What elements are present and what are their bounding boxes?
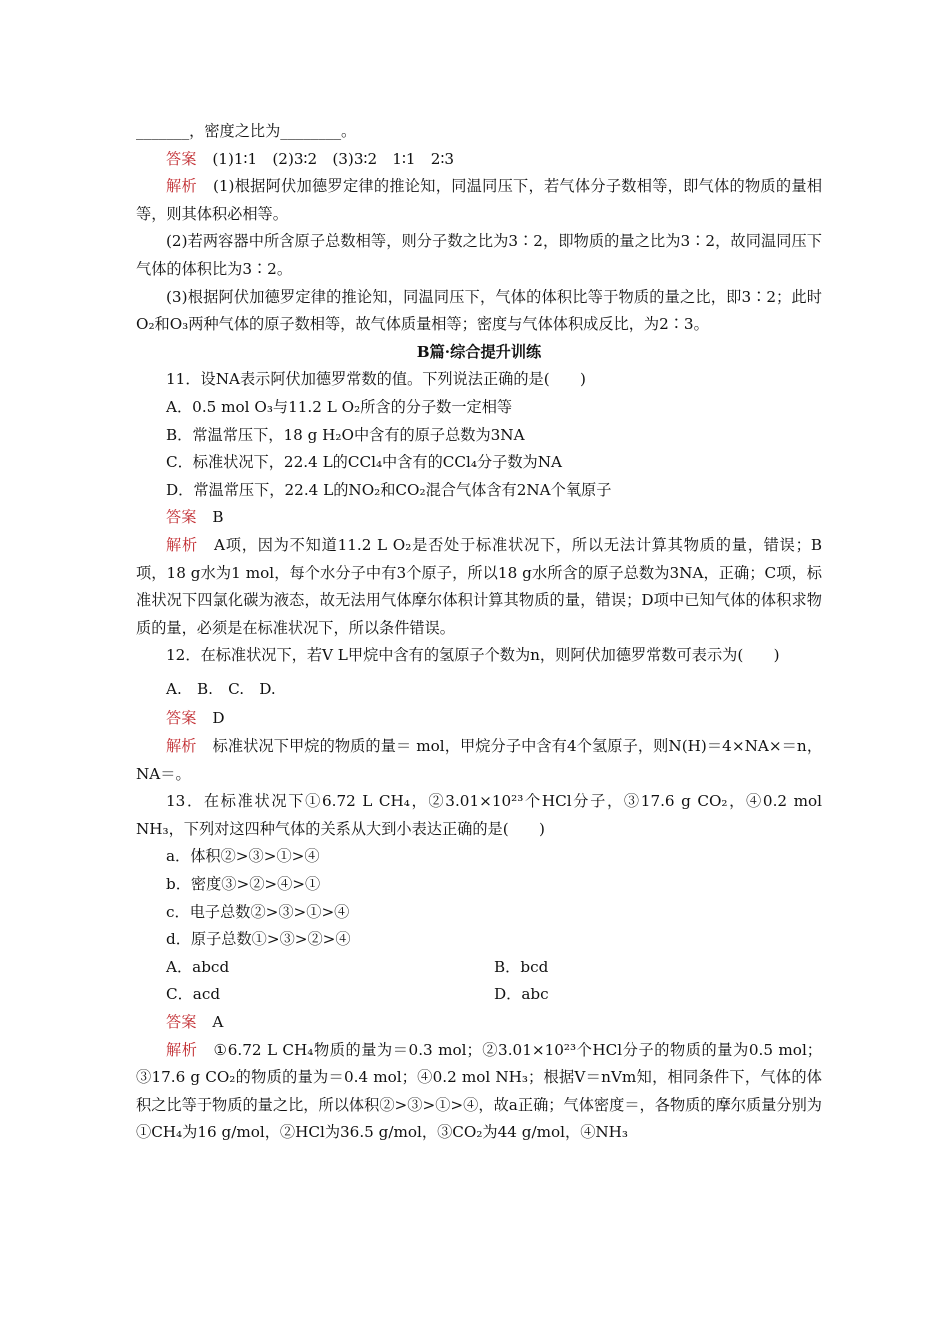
explanation-10-p1 — [136, 173, 822, 228]
question-10-tail: _______，密度之比为________。 — [136, 122, 357, 140]
answer-10 — [136, 146, 822, 174]
explanation-label: 解析 — [166, 177, 197, 196]
explanation-text: 标准状况下甲烷的物质的量＝ mol，甲烷分子中含有4个氢原子，则N(H)＝4×NA×＝n，NA＝。 — [136, 737, 823, 783]
document-page — [136, 118, 822, 1147]
answer-label: 答案 — [166, 1013, 197, 1031]
question-13-item-a: a．体积②>③>①>④ — [166, 847, 320, 866]
answer-label: 答案 — [166, 508, 197, 527]
question-12-options: A. B. C. D. — [166, 679, 276, 698]
answer-12 — [136, 705, 822, 733]
question-13-item-c: c．电子总数②>③>①>④ — [166, 902, 350, 921]
section-heading: B篇·综合提升训练 — [416, 342, 542, 361]
answer-13 — [136, 1009, 822, 1037]
question-11: 11．设NA表示阿伏加德罗常数的值。下列说法正确的是( ) — [166, 370, 586, 389]
explanation-11 — [136, 532, 822, 642]
explanation-text: (1)根据阿伏加德罗定律的推论知，同温同压下，若气体分子数相等，即气体的物质的量相等，则其体积必相等。 — [136, 177, 823, 223]
question-11-option-a: A．0.5 mol O₃与11.2 L O₂所含的分子数一定相等 — [166, 397, 513, 416]
question-13-options-row2 — [136, 981, 822, 1009]
question-13-option-C: C．acd — [166, 985, 221, 1004]
explanation-label: 解析 — [166, 737, 197, 756]
explanation-text: A项，因为不知道11.2 L O₂是否处于标准状况下，所以无法计算其物质的量，错误；B项，18 g水为1 mol，每个水分子中有3个原子，所以18 g水所含的原子总数为3NA，正确；C项，标准状况下四氯化碳为液态，故无法用气体摩尔体积计算其物质的量，错误；D项中已知气体的体积求物质的量，必须是在标准状况下，所以条件错误。 — [136, 535, 822, 637]
question-13-item-d: d．原子总数①>③>②>④ — [166, 930, 351, 949]
answer-11 — [136, 504, 822, 532]
explanation-10-p2: (2)若两容器中所含原子总数相等，则分子数之比为3∶2，即物质的量之比为3∶2，故同温同压下气体的体积比为3∶2。 — [136, 232, 822, 278]
answer-text: B — [212, 508, 224, 527]
question-13-item-b: b．密度③>②>④>① — [166, 875, 321, 894]
question-13: 13．在标准状况下①6.72 L CH₄，②3.01×10²³个HCl分子，③17.6 g CO₂，④0.2 mol NH₃，下列对这四种气体的关系从大到小表达正确的是( ) — [136, 792, 822, 838]
question-13-options-row1 — [136, 954, 822, 982]
question-13-option-D: D．abc — [494, 985, 549, 1004]
answer-text: A — [212, 1013, 224, 1031]
explanation-text: ①6.72 L CH₄物质的量为＝0.3 mol；②3.01×10²³个HCl分子的物质的量为0.5 mol；③17.6 g CO₂的物质的量为＝0.4 mol；④0.2 mol NH₃；根据V＝nVm知，相同条件下，气体的体积之比等于物质的量之比，所以体积②>③>①>④，故a正确；气体密度＝，各物质的摩尔质量分别为①CH₄为16 g/mol，②HCl为36.5 g/mol，③CO₂为44 g/mol，④NH₃ — [136, 1040, 822, 1142]
question-12: 12．在标准状况下，若V L甲烷中含有的氢原子个数为n，则阿伏加德罗常数可表示为( ) — [166, 646, 780, 665]
explanation-12 — [136, 733, 822, 788]
explanation-10-p3: (3)根据阿伏加德罗定律的推论知，同温同压下，气体的体积比等于物质的量之比，即3∶2；此时O₂和O₃两种气体的原子数相等，故气体质量相等；密度与气体体积成反比，为2∶3。 — [136, 287, 822, 334]
explanation-label: 解析 — [166, 535, 198, 554]
question-11-option-d: D．常温常压下，22.4 L的NO₂和CO₂混合气体含有2NA个氧原子 — [166, 480, 612, 499]
answer-text: (1)1∶1 (2)3∶2 (3)3∶2 1∶1 2∶3 — [212, 149, 455, 168]
question-11-option-b: B．常温常压下，18 g H₂O中含有的原子总数为3NA — [166, 425, 525, 444]
question-13-option-A: A．abcd — [166, 957, 230, 976]
explanation-label: 解析 — [166, 1040, 198, 1059]
question-11-option-c: C．标准状况下，22.4 L的CCl₄中含有的CCl₄分子数为NA — [166, 453, 562, 472]
answer-label: 答案 — [166, 149, 197, 168]
answer-label: 答案 — [166, 709, 197, 728]
question-13-option-B: B．bcd — [494, 957, 549, 976]
answer-text: D — [212, 709, 225, 728]
explanation-13 — [136, 1037, 822, 1147]
